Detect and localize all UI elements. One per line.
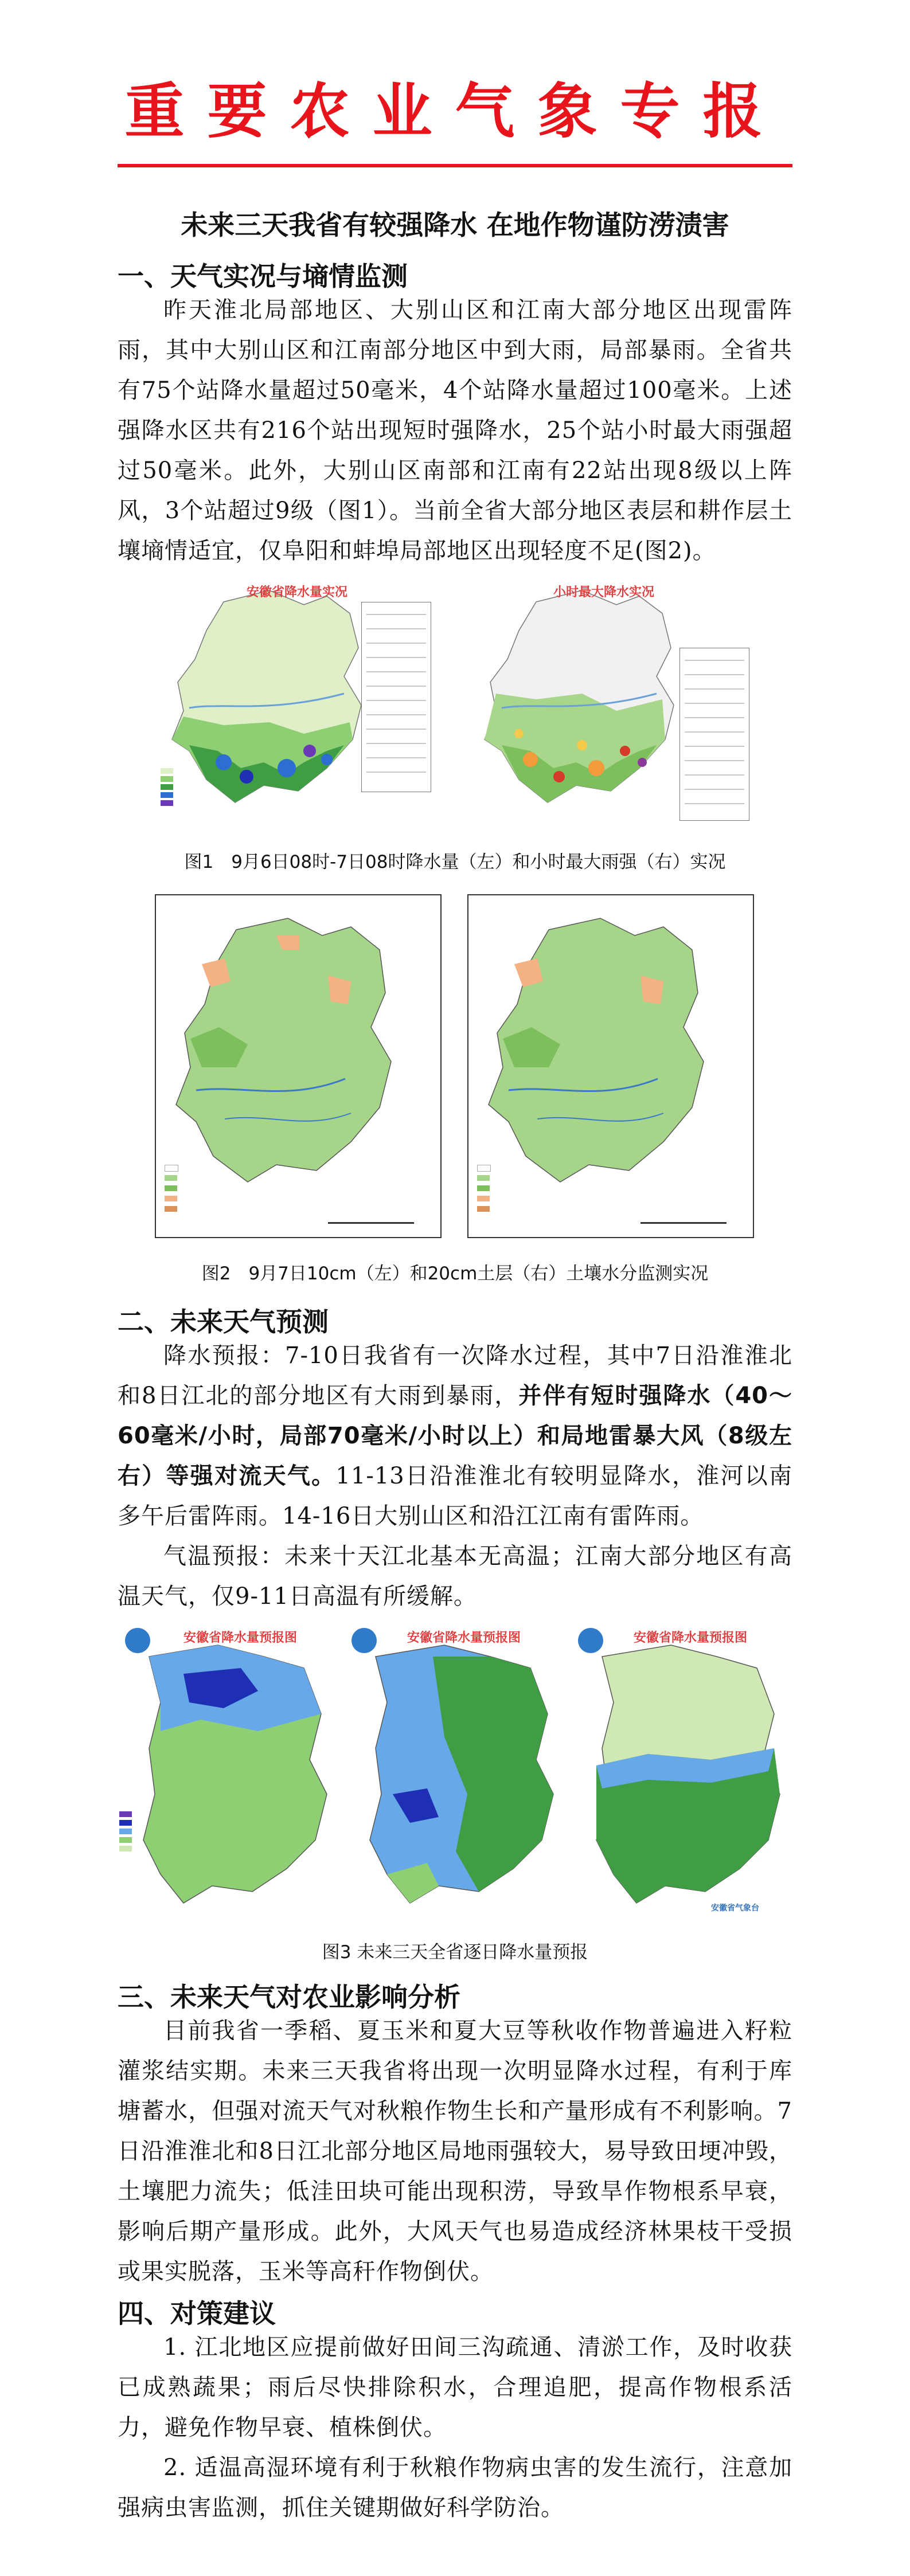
precip-forecast-text-bold: 并伴有短时强降水（40～60毫米/小时，局部70毫米/小时以上）和局地雷暴大风（8级左右）等强对流天气。 — [118, 1383, 792, 1489]
figure-3-caption: 图3 未来三天全省逐日降水量预报 — [322, 1942, 588, 1963]
red-divider — [118, 164, 792, 167]
figure-3-footer: 安徽省气象台 — [711, 1904, 759, 1913]
paragraph-agriculture-impact: 目前我省一季稻、夏玉米和夏大豆等秋收作物普遍进入籽粒灌浆结实期。未来三天我省将出现一次明显降水过程，有利于库塘蓄水，但强对流天气对秋粮作物生长和产量形成有不利影响。7日沿淮淮北和8日江北部分地区局地雨强较大，易导致田埂冲毁，土壤肥力流失；低洼田块可能出现积涝，导致旱作物根系早衰，影响后期产量形成。此外，大风天气也易造成经济林果枝干受损或果实脱落，玉米等高秆作物倒伏。 — [118, 2018, 792, 2285]
figure-3-day3-title: 安徽省降水量预报图 — [634, 1631, 748, 1645]
paragraph-temperature-forecast: 气温预报：未来十天江北基本无高温；江南大部分地区有高温天气，仅9-11日高温有所缓解。 — [118, 1543, 792, 1610]
figure-2-right-map — [467, 894, 754, 1238]
figure-1-right-stat-table — [679, 648, 749, 821]
figure-1-left-title: 安徽省降水量实况 — [247, 585, 348, 600]
figure-2-left-map — [155, 894, 442, 1238]
figure-1-right-map — [467, 579, 754, 825]
paragraph-suggestion-1: 1. 江北地区应提前做好田间三沟疏通、清淤工作，及时收获已成熟蔬果；雨后尽快排除积水，合理追肥，提高作物根系活力，避免作物早衰、植株倒伏。 — [118, 2334, 792, 2441]
figure-1-right-title: 小时最大降水实况 — [553, 585, 655, 600]
section-heading-3: 三、未来天气对农业影响分析 — [118, 1982, 460, 2013]
paragraph-suggestion-2: 2. 适温高湿环境有利于秋粮作物病虫害的发生流行，注意加强病虫害监测，抓住关键期做好科学防治。 — [118, 2454, 792, 2521]
figure-3-day2-title: 安徽省降水量预报图 — [407, 1631, 521, 1645]
report-headline: 未来三天我省有较强降水 在地作物谨防涝渍害 — [181, 210, 729, 241]
figure-3-map-day3 — [568, 1622, 794, 1920]
section-heading-1: 一、天气实况与墒情监测 — [118, 261, 408, 292]
paragraph-precipitation-forecast — [118, 1336, 792, 1536]
figure-1-caption: 图1 9月6日08时-7日08时降水量（左）和小时最大雨强（右）实况 — [184, 852, 726, 872]
section-heading-2: 二、未来天气预测 — [118, 1306, 329, 1337]
figure-2-caption: 图2 9月7日10cm（左）和20cm土层（右）土壤水分监测实况 — [201, 1263, 709, 1284]
precip-forecast-text-c: 11-13日沿淮淮北有较明显降水，淮河以南多午后雷阵雨。14-16日大别山区和沿江江南有雷阵雨。 — [118, 1463, 793, 1529]
paragraph-weather-observation: 昨天淮北局部地区、大别山区和江南大部分地区出现雷阵雨，其中大别山区和江南部分地区中到大雨，局部暴雨。全省共有75个站降水量超过50毫米，4个站降水量超过100毫米。上述强降水区共有216个站出现短时强降水，25个站小时最大雨强超过50毫米。此外，大别山区南部和江南有22站出现8级以上阵风，3个站超过9级（图1）。当前全省大部分地区表层和耕作层土壤墒情适宜，仅阜阳和蚌埠局部地区出现轻度不足(图2)。 — [118, 297, 792, 564]
figure-3-map-day2 — [341, 1622, 568, 1920]
figure-3-map-day1 — [115, 1622, 344, 1920]
masthead-title: 重要农业气象专报 — [124, 76, 786, 146]
figure-1-left-stat-table — [361, 602, 431, 792]
section-heading-4: 四、对策建议 — [118, 2298, 276, 2329]
figure-3-day1-title: 安徽省降水量预报图 — [183, 1631, 298, 1645]
precip-forecast-text-a: 降水预报：7-10日我省有一次降水过程，其中7日沿淮淮北和8日江北的部分地区有大雨到暴雨， — [118, 1342, 792, 1409]
figure-1-left-map — [155, 579, 436, 825]
